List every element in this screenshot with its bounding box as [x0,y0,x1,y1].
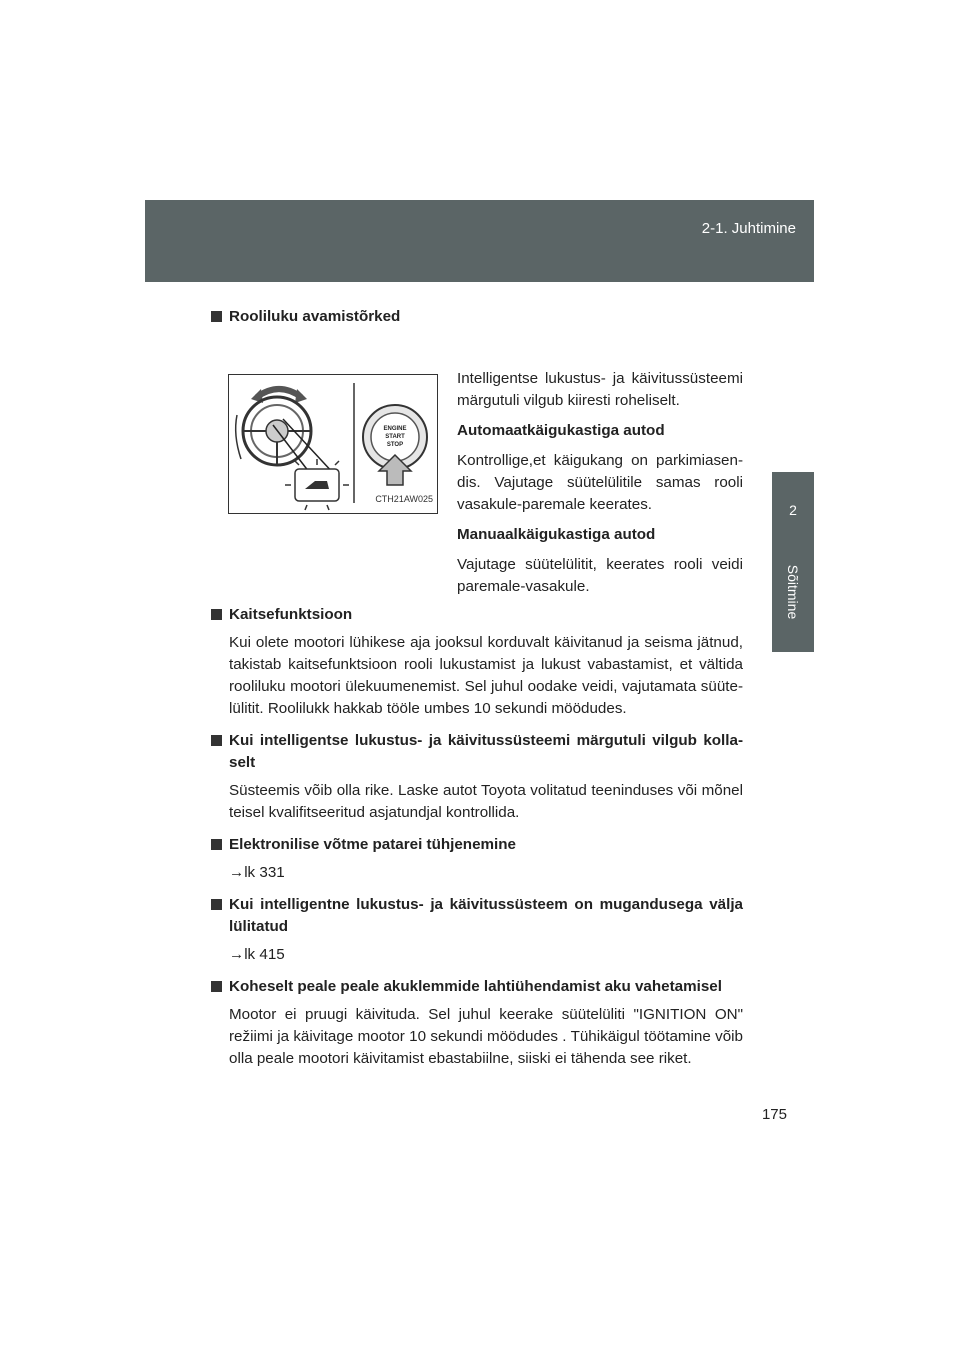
svg-text:START: START [385,434,405,440]
bullet-square-icon [211,899,222,910]
steering-lock-heading: Rooliluku avamistõrked [211,306,743,328]
protection-heading: Kaitsefunktsioon [211,604,743,626]
svg-text:ENGINE: ENGINE [383,426,407,432]
manual-heading: Manuaalkäigukastiga autod [457,526,656,543]
battery-page-ref[interactable]: →lk 331 [229,864,285,881]
battery-replace-heading: Koheselt peale peale akuklemmide lahtiühendamist aku vahetamisel [211,976,743,998]
header-band [145,200,814,282]
customization-page-ref[interactable]: →lk 415 [229,946,285,963]
section-title: 2-1. Juhtimine [701,220,796,237]
chapter-tab [772,472,814,652]
protection-text: Kui olete mootori lühikese aja jooksul korduvalt käivitanud ja seisma jätnud, takistab kaitsefunktsioon rooli lukustamist ja lukust vabastamist, et vältida rooliluku mootori ülekuumenemist. Sel juhul oodake veidi, vajutamata süütelülitit. Roolilukk hakkab tööle umbes 10 sekundi möödudes. [229,634,743,717]
svg-text:STOP: STOP [386,442,404,448]
bullet-square-icon [211,609,222,620]
steering-lock-instructions [457,368,743,606]
amber-light-text: Süsteemis võib olla rike. Laske autot Toyota volitatud teeninduses või mõnel teisel kvalifitseeritud asjatundjal kontrollida. [229,782,743,821]
battery-heading: Elektronilise võtme patarei tühjenemine [211,834,743,856]
automatic-text: Kontrollige,et käigukang on parkimiasendis. Vajutage süütelülitile samas rooli vasakule-paremale keerates. [457,452,743,513]
customization-heading: Kui intelligentne lukustus- ja käivitussüsteem on mugandusega välja lülitatud [211,894,743,938]
page-content [211,306,743,1080]
bullet-square-icon [211,981,222,992]
page-number: 175 [761,1106,787,1123]
amber-light-heading: Kui intelligentse lukustus- ja käivitussüsteemi märgutuli vilgub kollaselt [211,730,743,774]
steering-lock-section [211,306,743,604]
chapter-label: Sõitmine [785,564,801,620]
figure-code: CTH21AW025 [375,494,433,504]
bullet-square-icon [211,839,222,850]
chapter-number: 2 [789,502,797,518]
manual-text: Vajutage süütelülitit, keerates rooli veidi paremale-vasakule. [457,556,743,595]
steering-lock-figure [228,374,438,514]
battery-replace-text: Mootor ei pruugi käivituda. Sel juhul keerake süütelüliti "IGNITION ON" režiimi ja käivitage mootor 10 sekundi möödudes . Tühikäigul töötamine võib olla peale mootori käivitamist ebastabiilne, siiski ei tähenda see riket. [229,1006,743,1067]
indicator-text: Intelligentse lukustus- ja käivitussüsteemi märgutuli vilgub kiiresti roheliselt. [457,370,743,409]
automatic-heading: Automaatkäigukastiga autod [457,422,665,439]
bullet-square-icon [211,735,222,746]
steering-lock-body [211,336,743,604]
bullet-square-icon [211,311,222,322]
